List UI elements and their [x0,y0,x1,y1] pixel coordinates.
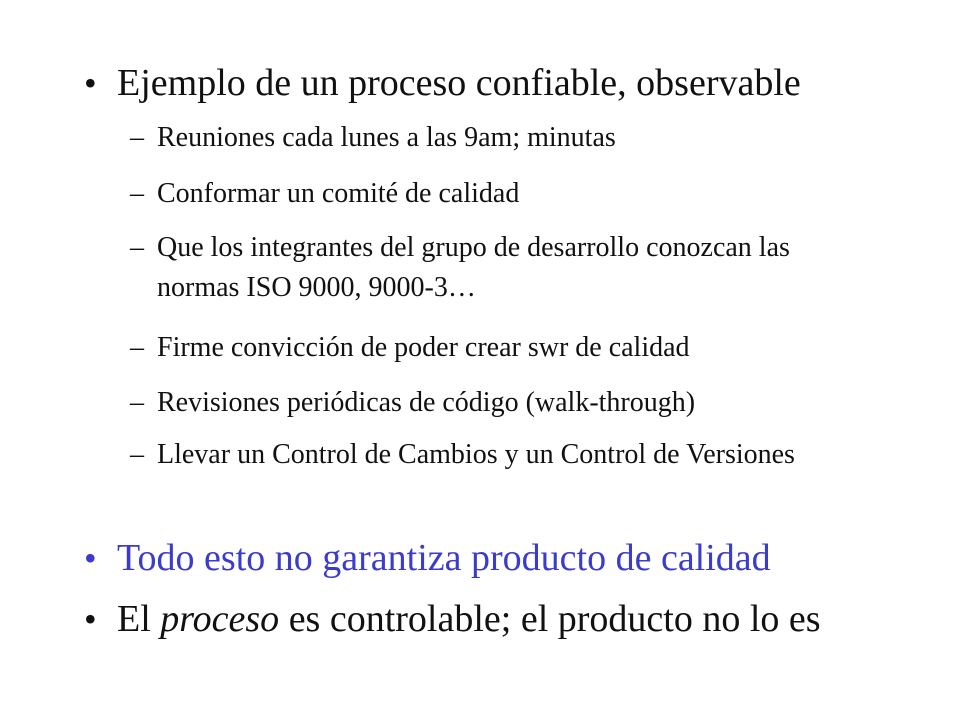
bullet-icon: • [84,63,97,103]
bullet-item-1 [84,60,801,106]
sub-item [130,435,850,475]
sub-item-text: Reuniones cada lunes a las 9am; minutas [157,122,616,153]
bullet-item-2 [84,535,771,581]
bullet-text-suffix: es controlable; el producto no lo es [279,598,821,640]
sub-item-text: Que los integrantes del grupo de desarrollo conozcan las normas ISO 9000, 9000-3… [157,232,790,303]
dash-icon: – [130,232,144,263]
bullet-item-3 [84,596,821,642]
dash-icon: – [130,439,144,470]
dash-icon: – [130,122,144,153]
sub-item-text: Firme convicción de poder crear swr de calidad [157,332,690,363]
sub-item [130,228,830,308]
dash-icon: – [130,387,144,418]
dash-icon: – [130,178,144,209]
bullet-text: Ejemplo de un proceso confiable, observable [117,62,801,104]
dash-icon: – [130,332,144,363]
sub-item [130,383,890,423]
emphasized-word: proceso [160,598,280,640]
bullet-text [117,596,821,642]
sub-item-text: Revisiones periódicas de código (walk-through) [157,387,696,418]
bullet-icon: • [84,599,97,639]
sub-item [130,118,890,158]
sub-item [130,174,890,214]
sub-item [130,328,890,368]
sub-item-text: Llevar un Control de Cambios y un Control de Versiones [157,439,795,470]
bullet-text: Todo esto no garantiza producto de calidad [117,537,771,579]
bullet-text-prefix: El [117,598,161,640]
sub-item-text: Conformar un comité de calidad [157,178,520,209]
bullet-icon: • [84,538,97,578]
